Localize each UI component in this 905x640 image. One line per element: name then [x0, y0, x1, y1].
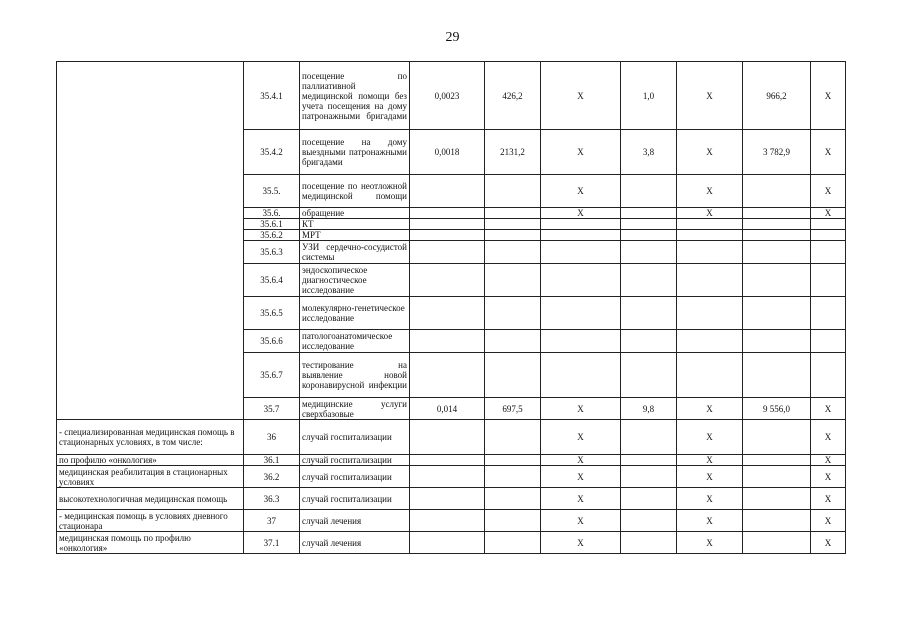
row-volume — [410, 219, 485, 230]
row-col8: X — [677, 398, 743, 420]
row-col9 — [743, 353, 811, 398]
row-col7 — [621, 264, 677, 297]
row-code: 35.6.6 — [244, 330, 300, 353]
row-description: по профилю «онкология» — [57, 455, 244, 466]
row-code: 35.6.5 — [244, 297, 300, 330]
row-col8 — [677, 297, 743, 330]
row-col8: X — [677, 62, 743, 130]
row-col9 — [743, 455, 811, 466]
row-volume: 0,0023 — [410, 62, 485, 130]
table-row — [57, 510, 846, 532]
row-col7 — [621, 466, 677, 488]
row-col6: X — [541, 398, 621, 420]
row-col6 — [541, 330, 621, 353]
row-code: 36 — [244, 420, 300, 455]
row-col9 — [743, 330, 811, 353]
row-col6: X — [541, 208, 621, 219]
row-volume — [410, 241, 485, 264]
row-unit: УЗИ сердечно-сосудистой системы — [300, 241, 410, 264]
row-unit: случай госпитализации — [300, 420, 410, 455]
row-col9: 966,2 — [743, 62, 811, 130]
row-col9: 9 556,0 — [743, 398, 811, 420]
row-col7 — [621, 330, 677, 353]
row-unit: патологоанатомическое исследование — [300, 330, 410, 353]
table-row — [57, 488, 846, 510]
row-col6: X — [541, 466, 621, 488]
row-col10 — [811, 330, 846, 353]
row-code: 36.1 — [244, 455, 300, 466]
row-col8: X — [677, 466, 743, 488]
row-col9 — [743, 230, 811, 241]
row-norm — [485, 455, 541, 466]
row-norm — [485, 230, 541, 241]
row-volume: 0,0018 — [410, 130, 485, 175]
row-col7 — [621, 208, 677, 219]
table-row — [57, 420, 846, 455]
row-col9 — [743, 219, 811, 230]
row-col9 — [743, 297, 811, 330]
row-col10: X — [811, 510, 846, 532]
row-col9 — [743, 420, 811, 455]
row-norm — [485, 264, 541, 297]
row-col8: X — [677, 488, 743, 510]
row-col6: X — [541, 455, 621, 466]
row-col9 — [743, 175, 811, 208]
row-col8: X — [677, 130, 743, 175]
row-col8: X — [677, 510, 743, 532]
row-unit: посещение по неотложной медицинской помощи — [300, 175, 410, 208]
row-unit: медицинские услуги сверхбазовые — [300, 398, 410, 420]
row-col9 — [743, 510, 811, 532]
row-volume — [410, 353, 485, 398]
row-col10: X — [811, 532, 846, 554]
row-col10: X — [811, 398, 846, 420]
row-code: 35.6.7 — [244, 353, 300, 398]
row-unit: тестирование на выявление новой коронавирусной инфекции — [300, 353, 410, 398]
row-code: 35.6.3 — [244, 241, 300, 264]
row-unit: случай госпитализации — [300, 488, 410, 510]
row-code: 37 — [244, 510, 300, 532]
row-col8 — [677, 264, 743, 297]
row-col10: X — [811, 175, 846, 208]
row-unit: обращение — [300, 208, 410, 219]
row-code: 35.6.1 — [244, 219, 300, 230]
row-col8 — [677, 330, 743, 353]
row-col7 — [621, 241, 677, 264]
table-row — [57, 532, 846, 554]
row-col6 — [541, 264, 621, 297]
row-col7 — [621, 420, 677, 455]
row-col7 — [621, 510, 677, 532]
row-code: 35.6.2 — [244, 230, 300, 241]
row-col7 — [621, 297, 677, 330]
row-code: 35.5. — [244, 175, 300, 208]
row-norm — [485, 297, 541, 330]
row-unit: случай госпитализации — [300, 455, 410, 466]
row-code: 35.6.4 — [244, 264, 300, 297]
row-unit: посещение по паллиативной медицинской помощи без учета посещения на дому патронажными бригадами — [300, 62, 410, 130]
row-col9 — [743, 264, 811, 297]
table-row — [57, 62, 846, 130]
row-norm — [485, 241, 541, 264]
row-code: 36.2 — [244, 466, 300, 488]
row-col10: X — [811, 130, 846, 175]
row-col10 — [811, 353, 846, 398]
row-volume — [410, 230, 485, 241]
row-col10 — [811, 219, 846, 230]
page-number: 29 — [445, 30, 460, 45]
row-col10: X — [811, 420, 846, 455]
row-volume: 0,014 — [410, 398, 485, 420]
row-volume — [410, 510, 485, 532]
row-col8 — [677, 241, 743, 264]
row-volume — [410, 175, 485, 208]
row-col6: X — [541, 175, 621, 208]
row-col10: X — [811, 488, 846, 510]
row-unit: молекулярно-генетическое исследование — [300, 297, 410, 330]
table-row — [57, 466, 846, 488]
row-norm — [485, 532, 541, 554]
row-col8: X — [677, 532, 743, 554]
row-norm — [485, 175, 541, 208]
row-col10 — [811, 241, 846, 264]
row-col10 — [811, 264, 846, 297]
row-code: 37.1 — [244, 532, 300, 554]
row-col7 — [621, 219, 677, 230]
row-col6 — [541, 353, 621, 398]
row-description: высокотехнологичная медицинская помощь — [57, 488, 244, 510]
row-unit: КТ — [300, 219, 410, 230]
row-col8: X — [677, 208, 743, 219]
row-col9: 3 782,9 — [743, 130, 811, 175]
row-col8 — [677, 353, 743, 398]
row-col7: 9,8 — [621, 398, 677, 420]
row-volume — [410, 297, 485, 330]
row-norm: 426,2 — [485, 62, 541, 130]
row-description — [57, 62, 244, 420]
row-code: 35.7 — [244, 398, 300, 420]
row-col8: X — [677, 455, 743, 466]
row-unit: МРТ — [300, 230, 410, 241]
row-col7: 1,0 — [621, 62, 677, 130]
row-col6 — [541, 230, 621, 241]
row-norm: 697,5 — [485, 398, 541, 420]
row-norm — [485, 488, 541, 510]
row-col9 — [743, 208, 811, 219]
row-col10 — [811, 297, 846, 330]
row-norm — [485, 208, 541, 219]
row-description: медицинская помощь по профилю «онкология» — [57, 532, 244, 554]
row-code: 35.4.1 — [244, 62, 300, 130]
row-volume — [410, 466, 485, 488]
row-col7 — [621, 455, 677, 466]
row-norm — [485, 510, 541, 532]
row-col6 — [541, 219, 621, 230]
row-col7 — [621, 488, 677, 510]
row-col6: X — [541, 130, 621, 175]
row-volume — [410, 208, 485, 219]
row-volume — [410, 330, 485, 353]
row-norm — [485, 466, 541, 488]
row-col6: X — [541, 510, 621, 532]
row-col10: X — [811, 62, 846, 130]
row-col9 — [743, 488, 811, 510]
row-col7 — [621, 532, 677, 554]
row-norm: 2131,2 — [485, 130, 541, 175]
row-col7 — [621, 175, 677, 208]
row-norm — [485, 353, 541, 398]
row-col6: X — [541, 420, 621, 455]
row-norm — [485, 420, 541, 455]
row-col8: X — [677, 175, 743, 208]
row-norm — [485, 219, 541, 230]
row-col9 — [743, 466, 811, 488]
row-volume — [410, 532, 485, 554]
row-volume — [410, 488, 485, 510]
row-norm — [485, 330, 541, 353]
row-code: 35.6. — [244, 208, 300, 219]
row-description: медицинская реабилитация в стационарных условиях — [57, 466, 244, 488]
row-description: - специализированная медицинская помощь в стационарных условиях, в том числе: — [57, 420, 244, 455]
row-volume — [410, 264, 485, 297]
row-unit: посещение на дому выездными патронажными бригадами — [300, 130, 410, 175]
row-unit: случай лечения — [300, 532, 410, 554]
tariff-table — [56, 61, 846, 554]
row-col6 — [541, 241, 621, 264]
row-col6 — [541, 297, 621, 330]
row-col10: X — [811, 208, 846, 219]
row-description: - медицинская помощь в условиях дневного стационара — [57, 510, 244, 532]
row-col8 — [677, 219, 743, 230]
row-col6: X — [541, 532, 621, 554]
row-col8 — [677, 230, 743, 241]
row-code: 36.3 — [244, 488, 300, 510]
row-col7: 3,8 — [621, 130, 677, 175]
row-unit: случай госпитализации — [300, 466, 410, 488]
row-col10: X — [811, 455, 846, 466]
row-col9 — [743, 532, 811, 554]
row-col6: X — [541, 62, 621, 130]
row-col7 — [621, 230, 677, 241]
row-col7 — [621, 353, 677, 398]
row-col8: X — [677, 420, 743, 455]
row-code: 35.4.2 — [244, 130, 300, 175]
row-col10: X — [811, 466, 846, 488]
row-unit: эндоскопическое диагностическое исследование — [300, 264, 410, 297]
row-col6: X — [541, 488, 621, 510]
row-volume — [410, 420, 485, 455]
row-unit: случай лечения — [300, 510, 410, 532]
row-col9 — [743, 241, 811, 264]
row-volume — [410, 455, 485, 466]
table-row — [57, 455, 846, 466]
row-col10 — [811, 230, 846, 241]
